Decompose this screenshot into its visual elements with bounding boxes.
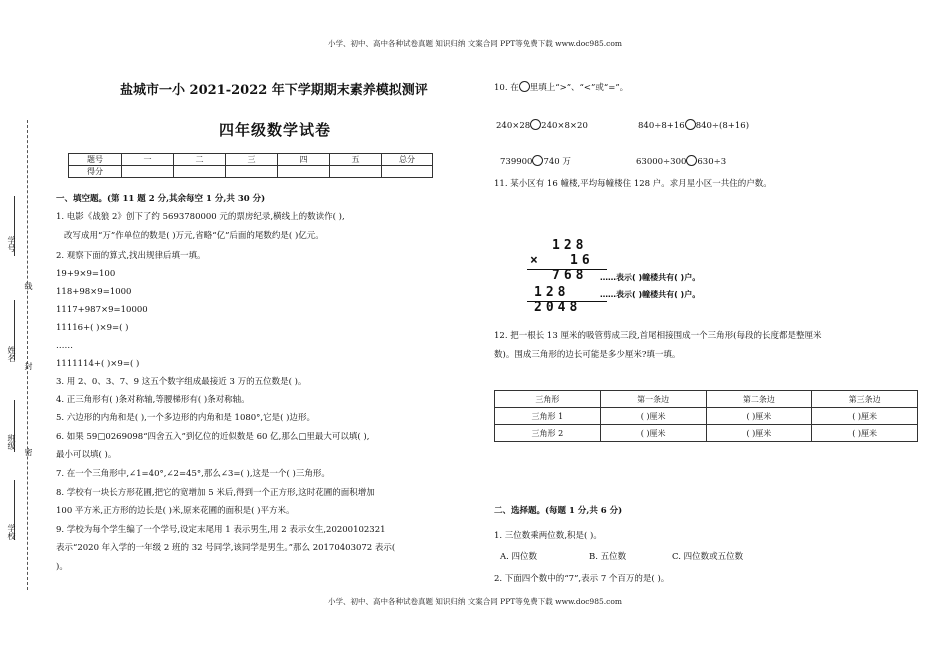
side-seal-1: 密 xyxy=(24,448,33,456)
score-header-cell: 题号 xyxy=(69,154,122,166)
mult-top-number: 128 xyxy=(552,238,588,253)
tri-cell[interactable]: ( )厘米 xyxy=(706,408,812,425)
pattern-eq-5: 1111114+( )×9=( ) xyxy=(56,359,140,369)
pattern-eq-3: 1117+987×9=10000 xyxy=(56,305,148,315)
tri-header-cell: 第二条边 xyxy=(706,391,812,408)
tri-cell[interactable]: ( )厘米 xyxy=(812,408,918,425)
tri-cell: 三角形 2 xyxy=(495,425,601,442)
q11-text: 11. 某小区有 16 幢楼,平均每幢楼住 128 户。求月星小区一共住的户数。 xyxy=(494,179,772,189)
mult-partial-2: 128 xyxy=(534,285,570,300)
side-seal-3: 线 xyxy=(24,282,33,290)
q2-text: 2. 观察下面的算式,找出规律后填一填。 xyxy=(56,251,206,261)
score-header-cell: 三 xyxy=(226,154,278,166)
q3-text: 3. 用 2、0、3、7、9 这五个数字组成最接近 3 万的五位数是( )。 xyxy=(56,377,307,387)
multiplication-figure xyxy=(512,236,762,316)
score-header-cell: 五 xyxy=(330,154,382,166)
q7-text: 7. 在一个三角形中,∠1=40°,∠2=45°,那么∠3=( ),这是一个( )三角形。 xyxy=(56,469,330,479)
compare-circle-icon[interactable] xyxy=(530,119,541,130)
score-table xyxy=(68,153,433,178)
choice-q1-option-a[interactable]: A. 四位数 xyxy=(500,552,538,562)
page-footer: 小学、初中、高中各种试卷真题 知识归纳 文案合同 PPT等免费下载 www.doc985.com xyxy=(328,597,622,606)
q8-line-1: 8. 学校有一块长方形花圃,把它的宽增加 5 米后,得到一个正方形,这时花圃的面积增加 xyxy=(56,488,375,498)
section-1-heading: 一、填空题。(第 11 题 2 分,其余每空 1 分,共 30 分) xyxy=(56,194,266,204)
section-2-heading: 二、选择题。(每题 1 分,共 6 分) xyxy=(494,506,623,516)
pattern-ellipsis: …… xyxy=(56,341,73,351)
mult-note-1: ……表示( )幢楼共有( )户。 xyxy=(600,273,701,282)
compare-1-right: 240×8×20 xyxy=(541,121,588,131)
q9-line-2: 表示“2020 年入学的一年级 2 班的 32 号同学,该同学是男生。”那么 20170403072 表示( xyxy=(56,543,396,553)
tri-header-cell: 第三条边 xyxy=(812,391,918,408)
compare-4 xyxy=(636,155,726,168)
q9-line-1: 9. 学校为每个学生编了一个学号,设定末尾用 1 表示男生,用 2 表示女生,20200102321 xyxy=(56,525,386,535)
compare-circle-icon xyxy=(519,81,530,92)
compare-2-right: 840÷(8+16) xyxy=(695,121,750,131)
side-seal-2: 封 xyxy=(24,362,33,370)
compare-1-left: 240×28 xyxy=(496,121,531,131)
compare-3-right: 740 万 xyxy=(543,157,571,167)
q8-line-2: 100 平方米,正方形的边长是( )米,原来花圃的面积是( )平方米。 xyxy=(56,506,295,516)
q6-line-1: 6. 如果 59□0269098“四舍五入”到亿位的近似数是 60 亿,那么□里最大可以填( ), xyxy=(56,432,370,442)
tri-cell[interactable]: ( )厘米 xyxy=(812,425,918,442)
q10-part-1: 10. 在 xyxy=(494,83,519,93)
q1-line-2: 改写成用“万”作单位的数是( )万元,省略“亿”后面的尾数约是( )亿元。 xyxy=(64,231,324,241)
score-cell[interactable] xyxy=(122,166,174,178)
tri-cell: 三角形 1 xyxy=(495,408,601,425)
pattern-eq-2: 118+98×9=1000 xyxy=(56,287,132,297)
q4-text: 4. 正三角形有( )条对称轴,等腰梯形有( )条对称轴。 xyxy=(56,395,250,405)
score-cell[interactable] xyxy=(226,166,278,178)
exam-subtitle: 四年级数学试卷 xyxy=(219,121,332,139)
score-header-cell: 二 xyxy=(174,154,226,166)
pattern-eq-4: 11116+( )×9=( ) xyxy=(56,323,129,333)
score-header-cell: 总分 xyxy=(382,154,433,166)
compare-1 xyxy=(496,119,588,132)
tri-cell[interactable]: ( )厘米 xyxy=(706,425,812,442)
score-header-cell: 四 xyxy=(278,154,330,166)
choice-q2-text: 2. 下面四个数中的“7”,表示 7 个百万的是( )。 xyxy=(494,574,670,584)
compare-2 xyxy=(638,119,749,132)
compare-circle-icon[interactable] xyxy=(532,155,543,166)
score-cell[interactable] xyxy=(174,166,226,178)
triangle-table xyxy=(494,390,918,442)
mult-sum: 2048 xyxy=(534,300,582,315)
side-label-name: 姓名 xyxy=(7,346,16,362)
binding-dashed-line xyxy=(27,120,28,590)
compare-2-left: 840÷8+16 xyxy=(638,121,685,131)
compare-3-left: 739900 xyxy=(500,157,533,167)
table-row xyxy=(495,408,918,425)
score-cell[interactable] xyxy=(382,166,433,178)
mult-partial-1: 768 xyxy=(552,268,588,283)
choice-q1-text: 1. 三位数乘两位数,积是( )。 xyxy=(494,531,602,541)
tri-header-cell: 第一条边 xyxy=(600,391,706,408)
tri-cell[interactable]: ( )厘米 xyxy=(600,425,706,442)
compare-circle-icon[interactable] xyxy=(685,119,696,130)
q5-text: 5. 六边形的内角和是( ),一个多边形的内角和是 1080°,它是( )边形。 xyxy=(56,413,315,423)
side-label-number: 学号 xyxy=(7,236,16,252)
q12-line-2: 数)。围成三角形的边长可能是多少厘米?填一填。 xyxy=(494,350,681,360)
mult-note-2: ……表示( )幢楼共有( )户。 xyxy=(600,290,701,299)
exam-title: 盐城市一小 2021-2022 年下学期期末素养模拟测评 xyxy=(120,83,428,98)
choice-q1-option-b[interactable]: B. 五位数 xyxy=(589,552,627,562)
score-cell[interactable] xyxy=(330,166,382,178)
mult-times-sign: × xyxy=(530,253,542,268)
score-row-label: 得分 xyxy=(69,166,122,178)
q9-line-3: )。 xyxy=(56,562,68,572)
q12-line-1: 12. 把一根长 13 厘米的吸管剪成三段,首尾相接围成一个三角形(每段的长度都是整厘米 xyxy=(494,331,822,341)
choice-q1-option-c[interactable]: C. 四位数或五位数 xyxy=(672,552,744,562)
compare-4-left: 63000÷300 xyxy=(636,157,687,167)
score-cell[interactable] xyxy=(278,166,330,178)
tri-cell[interactable]: ( )厘米 xyxy=(600,408,706,425)
compare-circle-icon[interactable] xyxy=(686,155,697,166)
compare-3 xyxy=(500,155,571,168)
q1-line-1: 1. 电影《战狼 2》创下了约 5693780000 元的票房纪录,横线上的数读作( ), xyxy=(56,212,345,222)
side-label-class: 班级 xyxy=(7,434,16,450)
mult-second-number: 16 xyxy=(570,253,594,268)
page-header: 小学、初中、高中各种试卷真题 知识归纳 文案合同 PPT等免费下载 www.doc985.com xyxy=(328,39,622,48)
q6-line-2: 最小可以填( )。 xyxy=(56,450,117,460)
q10-part-2: 里填上“>”、“<”或“=”。 xyxy=(529,83,629,93)
compare-4-right: 630÷3 xyxy=(697,157,727,167)
score-header-cell: 一 xyxy=(122,154,174,166)
side-label-school: 学校 xyxy=(7,524,16,540)
table-row xyxy=(495,425,918,442)
pattern-eq-1: 19+9×9=100 xyxy=(56,269,116,279)
q10-text xyxy=(494,81,628,94)
tri-header-cell: 三角形 xyxy=(495,391,601,408)
